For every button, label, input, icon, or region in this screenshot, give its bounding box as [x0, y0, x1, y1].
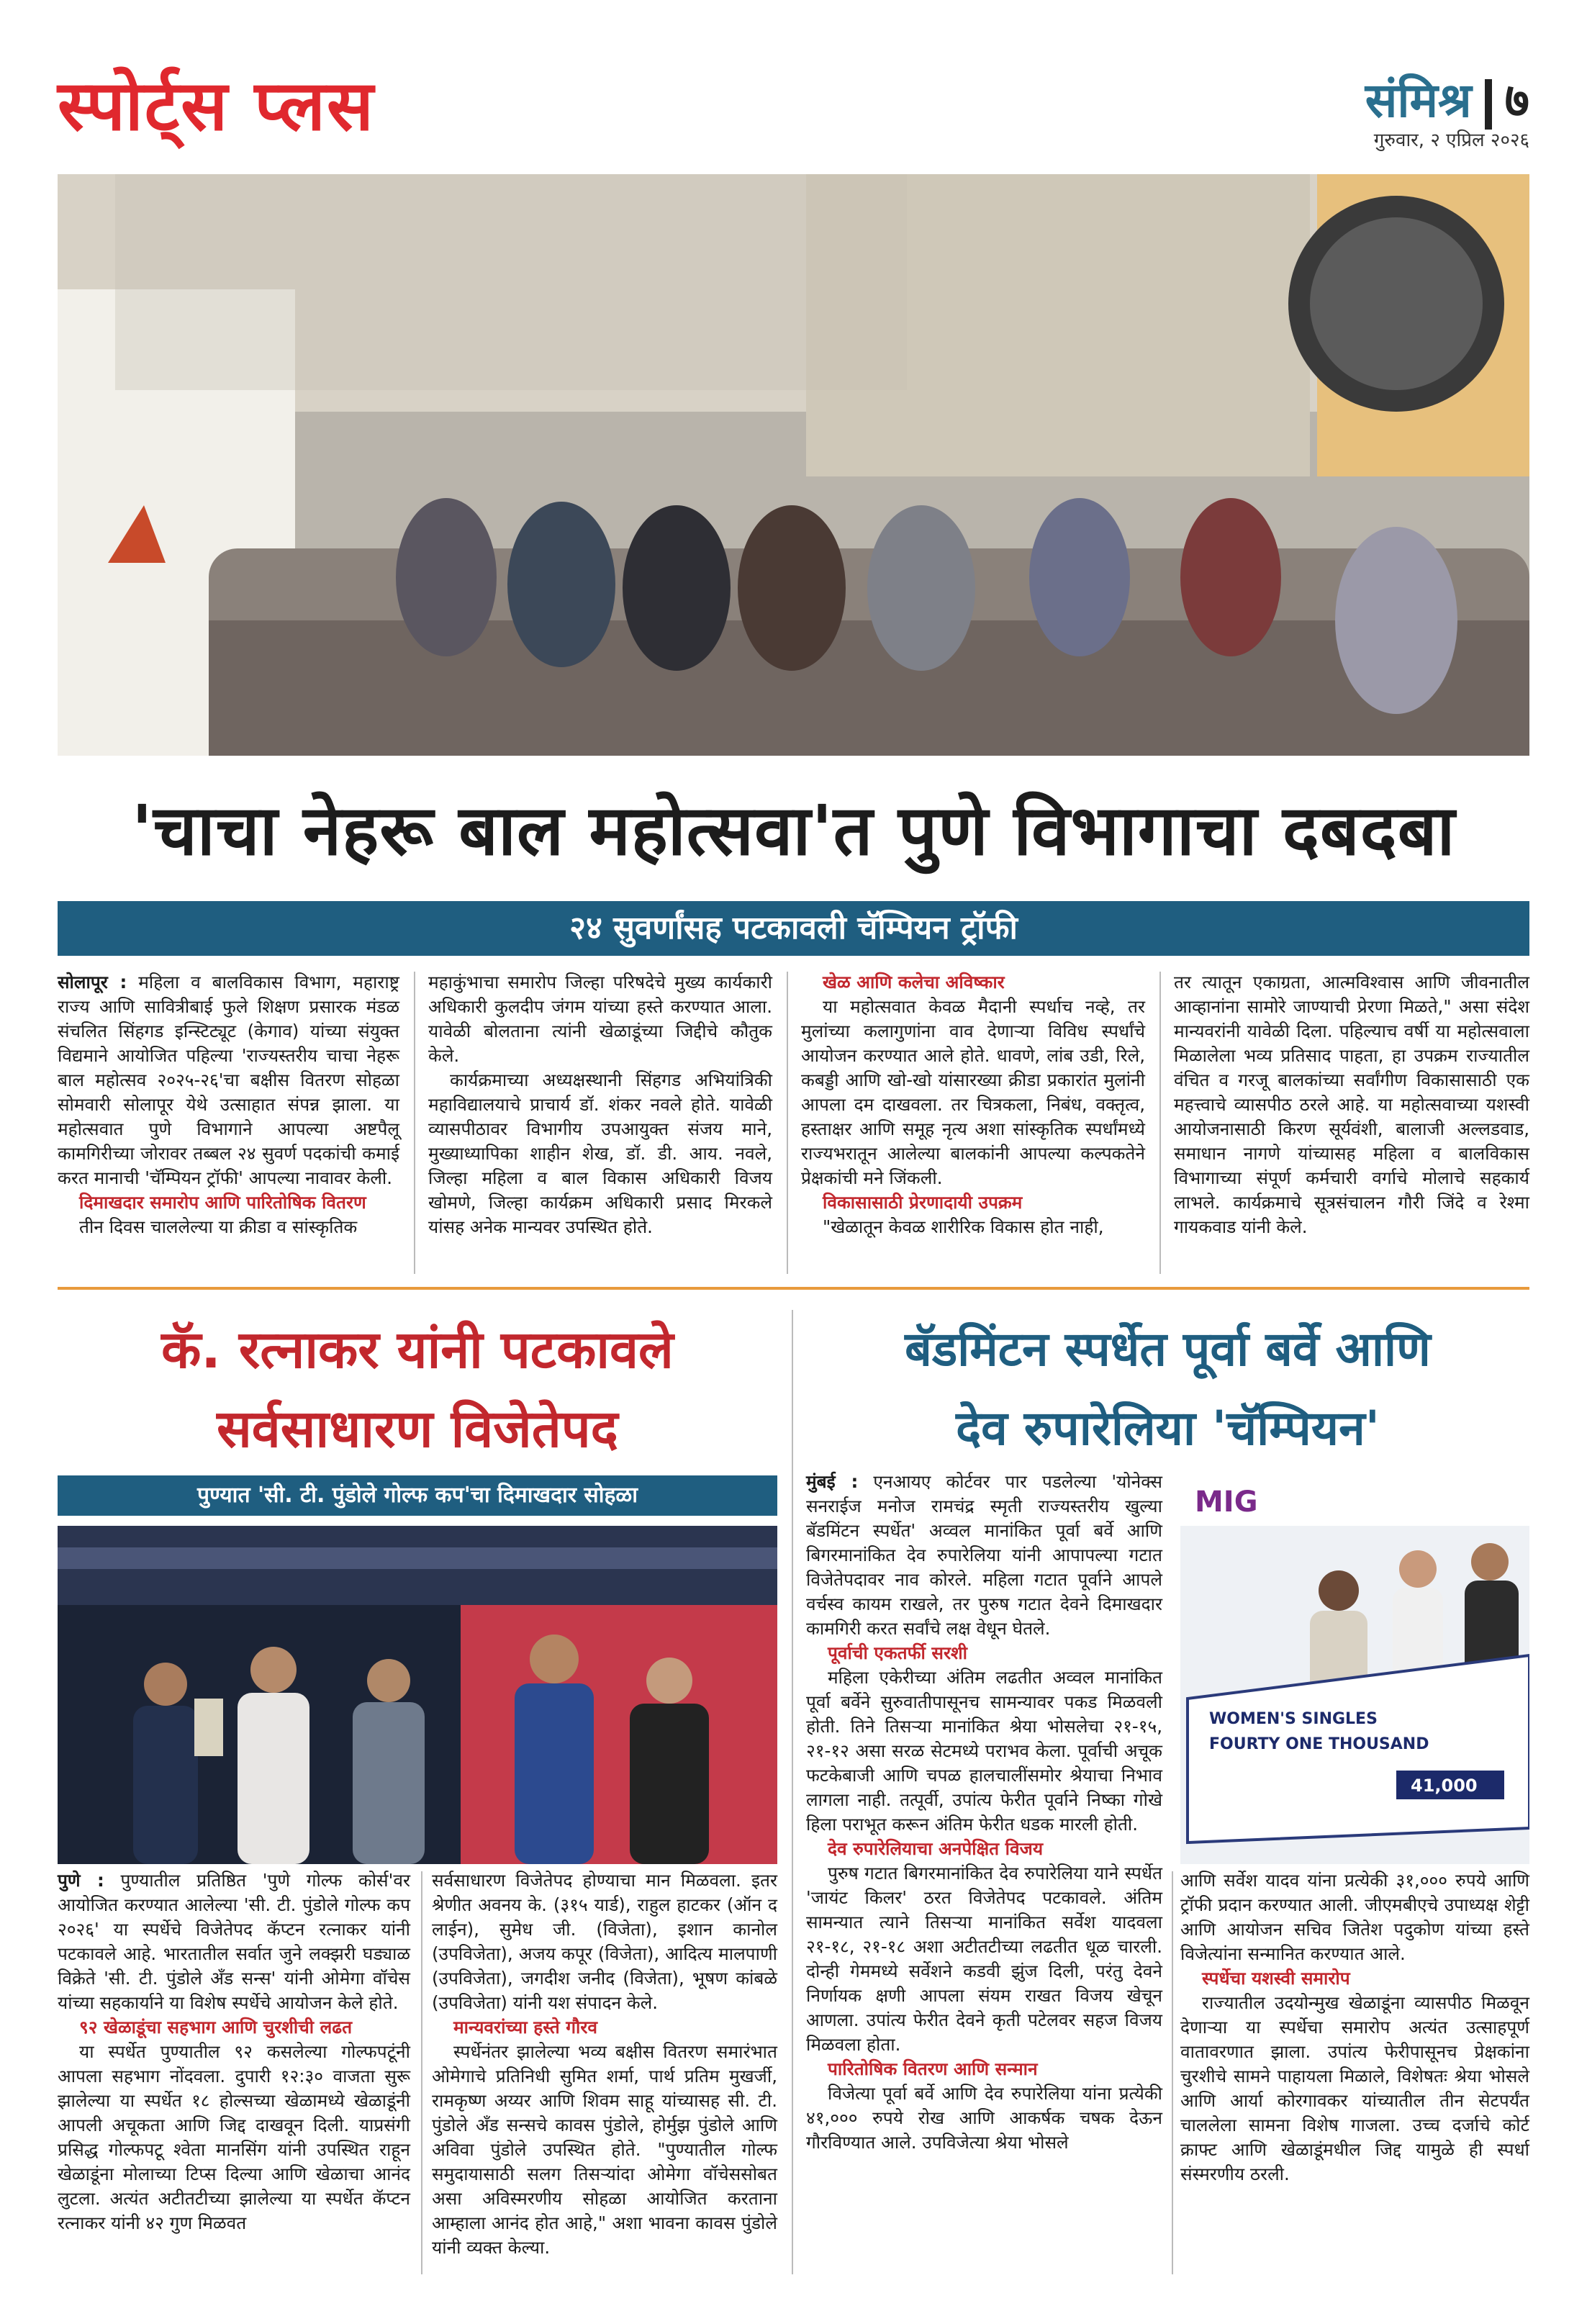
subheading: ९२ खेळाडूंचा सहभाग आणि चुरशीची लढत — [79, 2017, 353, 2038]
story3-headline-line1: बॅडमिंटन स्पर्धेत पूर्वा बर्वे आणि — [905, 1321, 1431, 1377]
subheading: मान्यवरांच्या हस्ते गौरव — [453, 2017, 598, 2038]
paragraph: महाकुंभाचा समारोप जिल्हा परिषदेचे मुख्य कार्यकारी अधिकारी कुलदीप जंगम यांच्या हस्ते करण्यात आला. यावेळी बोलताना त्यांनी खेळाडूंच्या जिद्दीचे कौतुक केले. — [428, 972, 772, 1066]
badminton-award-photo — [1180, 1468, 1529, 1864]
story3-col1 — [806, 1470, 1162, 2155]
story1-headline: 'चाचा नेहरू बाल महोत्सवा'त पुणे विभागाचा दबदबा — [131, 790, 1456, 871]
column-divider — [1172, 1871, 1173, 2274]
dateline-location: सोलापूर : — [58, 972, 127, 993]
subheading: देव रुपारेलियाचा अनपेक्षित विजय — [828, 1838, 1044, 1859]
cheque-amount: 41,000 — [1411, 1776, 1478, 1796]
subheading: पारितोषिक वितरण आणि सन्मान — [828, 2058, 1038, 2079]
story2-headline-line2: सर्वसाधारण विजेतेपद — [217, 1398, 618, 1459]
story2-col1 — [58, 1868, 410, 2235]
subheading: स्पर्धेचा यशस्वी समारोप — [1202, 1968, 1350, 1989]
dateline-location: पुणे : — [58, 1870, 104, 1891]
golf-award-photo — [58, 1526, 777, 1864]
event-stage-photo — [58, 174, 1529, 756]
story3-headline-line2: देव रुपारेलिया 'चॅम्पियन' — [956, 1401, 1380, 1456]
column-divider — [792, 1310, 793, 2274]
subheading: दिमाखदार समारोप आणि पारितोषिक वितरण — [79, 1192, 366, 1213]
cheque-line2: FOURTY ONE THOUSAND — [1209, 1735, 1429, 1753]
section-name: संमिश्र — [1365, 72, 1472, 128]
story1-col1 — [58, 970, 399, 1239]
paragraph: या महोत्सवात केवळ मैदानी स्पर्धाच नव्हे, तर मुलांच्या कलागुणांना वाव देणाऱ्या विविध स्पर्धांचे आयोजन करण्यात आले होते. धावणे, लांब उडी, रिले, कबड्डी आणि खो-खो यांसारख्या क्रीडा प्रकारांत मुलांनी आपला दम दाखवला. तर चित्रकला, निबंध, वक्तृत्व, हस्ताक्षर आणि समूह नृत्य अशा सांस्कृतिक स्पर्धांमध्ये राज्यभरातून आलेल्या बालकांनी आपल्या कल्पकतेने प्रेक्षकांची मने जिंकली. — [801, 996, 1145, 1188]
svg-text:MIG: MIG — [1195, 1486, 1258, 1519]
story3-headline — [806, 1310, 1529, 1468]
story1-col2 — [428, 970, 772, 1239]
paragraph: एनआयए कोर्टवर पार पडलेल्या 'योनेक्स सनराईज मनोज रामचंद्र स्मृती राज्यस्तरीय खुल्या बॅडमिंटन स्पर्धेत' अव्वल मानांकित पूर्वा बर्वे आणि बिगरमानांकित देव रुपारेलिया यांनी आपापल्या गटात विजेतेपदावर नाव कोरले. महिला गटात पूर्वाने आपले वर्चस्व कायम राखले, तर पुरुष गटात देवने दिमाखदार कामगिरी करत सर्वांचे लक्ष वेधून घेतले. — [806, 1471, 1162, 1639]
story1-col4 — [1174, 970, 1529, 1239]
column-divider — [414, 972, 415, 1274]
paragraph: राज्यातील उदयोन्मुख खेळाडूंना व्यासपीठ मिळवून देणाऱ्या या स्पर्धेचा समारोप अत्यंत उत्साहपूर्ण वातावरणात झाला. उपांत्य फेरीपासूनच प्रेक्षकांना चुरशीचे सामने पाहायला मिळाले, विशेषतः श्रेया भोसले आणि आर्या कोरगावकर यांच्यातील तीन सेटपर्यंत चाललेला सामना विशेष गाजला. उच्च दर्जाचे कोर्ट क्राफ्ट आणि खेळाडूंमधील जिद्द यामुळे ही स्पर्धा संस्मरणीय ठरली. — [1180, 1992, 1529, 2184]
story1-col3 — [801, 970, 1145, 1239]
paragraph: या स्पर्धेत पुण्यातील ९२ कसलेल्या गोल्फपटूंनी आपला सहभाग नोंदवला. दुपारी १२:३० वाजता सुरू झालेल्या या स्पर्धेत १८ होल्सच्या खेळामध्ये खेळाडूंनी आपली अचूकता आणि जिद्द दाखवून दिली. याप्रसंगी प्रसिद्ध गोल्फपटू श्वेता मानसिंग यांनी उपस्थित राहून खेळाडूंना मोलाच्या टिप्स दिल्या आणि खेळाचा आनंद लुटला. अत्यंत अटीतटीच्या झालेल्या या स्पर्धेत कॅप्टन रत्नाकर यांनी ४२ गुण मिळवत — [58, 2041, 410, 2233]
story1-subhead: २४ सुवर्णांसह पटकावली चॅम्पियन ट्रॉफी — [58, 901, 1529, 956]
paragraph: महिला व बालविकास विभाग, महाराष्ट्र राज्य आणि सावित्रीबाई फुले शिक्षण प्रसारक मंडळ संचलित सिंहगड इन्स्टिट्यूट (केगाव) यांच्या संयुक्त विद्यमाने आयोजित पहिल्या 'राज्यस्तरीय चाचा नेहरू बाल महोत्सव २०२५-२६'चा बक्षीस वितरण सोहळा सोमवारी सोलापूर येथे उत्साहात संपन्न झाला. या महोत्सवात पुणे विभागाने आपल्या अष्टपैलू कामगिरीच्या जोरावर तब्बल २४ सुवर्ण पदकांची कमाई करत मानाची 'चॅम्पियन ट्रॉफी' आपल्या नावावर केली. — [58, 972, 399, 1188]
story2-headline — [58, 1310, 777, 1468]
subheading: खेळ आणि कलेचा अविष्कार — [823, 972, 1005, 993]
story2-headline-line1: कॅ. रत्नाकर यांनी पटकावले — [161, 1319, 674, 1380]
paragraph: पुण्यातील प्रतिष्ठित 'पुणे गोल्फ कोर्स'वर आयोजित करण्यात आलेल्या 'सी. टी. पुंडोले गोल्फ कप २०२६' या स्पर्धेचे विजेतेपद कॅप्टन रत्नाकर यांनी पटकावले आहे. भारतातील सर्वात जुने लक्झरी घड्याळ विक्रेते 'सी. टी. पुंडोले अँड सन्स' यांनी ओमेगा वॉचेस यांच्या सहकार्याने या विशेष स्पर्धेचे आयोजन केले होते. — [58, 1870, 410, 2013]
paragraph: "खेळातून केवळ शारीरिक विकास होत नाही, — [823, 1216, 1104, 1237]
dateline-location: मुंबई : — [806, 1471, 859, 1492]
paragraph: सर्वसाधारण विजेतेपद होण्याचा मान मिळवला. इतर श्रेणीत अवनय के. (३१५ यार्ड), राहुल हाटकर (ऑन द लाईन), सुमेध जी. (विजेता), इशान कानोल (उपविजेता), अजय कपूर (विजेता), आदित्य मालपाणी (उपविजेता), जगदीश जनीद (विजेता), भूषण कांबळे (उपविजेता) यांनी यश संपादन केले. — [432, 1870, 777, 2013]
cheque-line1: WOMEN'S SINGLES — [1209, 1710, 1378, 1728]
paragraph: विजेत्या पूर्वा बर्वे आणि देव रुपारेलिया यांना प्रत्येकी ४१,००० रुपये रोख आणि आकर्षक चषक देऊन गौरविण्यात आले. उपविजेत्या श्रेया भोसले — [806, 2083, 1162, 2153]
section-divider — [1485, 79, 1492, 130]
subheading: विकासासाठी प्रेरणादायी उपक्रम — [823, 1192, 1023, 1213]
paragraph: आणि सर्वेश यादव यांना प्रत्येकी ३१,००० रुपये आणि ट्रॉफी प्रदान करण्यात आली. जीएमबीएचे उपाध्यक्ष शेट्टी आणि आयोजन सचिव जितेश पदुकोण यांच्या हस्ते विजेत्यांना सन्मानित करण्यात आले. — [1180, 1870, 1529, 1964]
story2-subhead: पुण्यात 'सी. टी. पुंडोले गोल्फ कप'चा दिमाखदार सोहळा — [58, 1475, 777, 1516]
dateline: गुरुवार, २ एप्रिल २०२६ — [1373, 130, 1529, 151]
column-divider — [1159, 972, 1161, 1274]
paragraph: कार्यक्रमाच्या अध्यक्षस्थानी सिंहगड अभियांत्रिकी महाविद्यालयाचे प्राचार्य डॉ. शंकर नवले होते. यावेळी व्यासपीठावर विभागीय उपआयुक्त संजय माने, मुख्याध्यापिका शाहीन शेख, डॉ. डी. आय. नवले, जिल्हा महिला व बाल विकास अधिकारी विजय खोमणे, जिल्हा कार्यक्रम अधिकारी प्रसाद मिरकले यांसह अनेक मान्यवर उपस्थित होते. — [428, 1070, 772, 1237]
story2-col2 — [432, 1868, 777, 2260]
story-separator — [58, 1287, 1529, 1290]
page-number: ७ — [1504, 72, 1529, 128]
paragraph: महिला एकेरीच्या अंतिम लढतीत अव्वल मानांकित पूर्वा बर्वेने सुरुवातीपासूनच सामन्यावर पकड मिळवली होती. तिने तिसऱ्या मानांकित श्रेया भोसलेचा २१-१५, २१-१२ असा सरळ सेटमध्ये पराभव केला. पूर्वाची अचूक फटकेबाजी आणि चपळ हालचालींसमोर श्रेयाचा निभाव लागला नाही. तत्पूर्वी, उपांत्य फेरीत पूर्वाने निष्का गोखे हिला पराभूत करून अंतिम फेरीत धडक मारली होती. — [806, 1667, 1162, 1835]
subheading: पूर्वाची एकतर्फी सरशी — [828, 1642, 967, 1663]
paragraph: तीन दिवस चाललेल्या या क्रीडा व सांस्कृतिक — [79, 1216, 358, 1237]
paragraph: स्पर्धेनंतर झालेल्या भव्य बक्षीस वितरण समारंभात ओमेगाचे प्रतिनिधी सुमित शर्मा, पार्थ प्रतिम मुखर्जी, रामकृष्ण अय्यर आणि शिवम साहू यांच्यासह सी. टी. पुंडोले अँड सन्सचे कावस पुंडोले, होर्मुझ पुंडोले आणि अविवा पुंडोले उपस्थित होते. "पुण्यातील गोल्फ समुदायासाठी सलग तिसऱ्यांदा ओमेगा वॉचेससोबत असा अविस्मरणीय सोहळा आयोजित करताना आम्हाला आनंद होत आहे," अशा भावना कावस पुंडोले यांनी व्यक्त केल्या. — [432, 2041, 777, 2258]
section-header — [1365, 66, 1529, 131]
story3-col2 — [1180, 1868, 1529, 2187]
masthead: स्पोर्ट्स प्लस — [58, 65, 375, 146]
paragraph: तर त्यातून एकाग्रता, आत्मविश्वास आणि जीवनातील आव्हानांना सामोरे जाण्याची प्रेरणा मिळते," असा संदेश मान्यवरांनी यावेळी दिला. पहिल्याच वर्षी या महोत्सवाला मिळालेला भव्य प्रतिसाद पाहता, हा उपक्रम राज्यातील वंचित व गरजू बालकांच्या सर्वांगीण विकासासाठी एक महत्त्वाचे व्यासपीठ ठरले आहे. या महोत्सवाच्या यशस्वी आयोजनासाठी किरण सूर्यवंशी, बालाजी अल्लडवाड, समाधान नागणे यांच्यासह महिला व बालविकास विभागाच्या संपूर्ण कर्मचारी वर्गाचे मोलाचे सहकार्य लाभले. कार्यक्रमाचे सूत्रसंचालन गौरी जिंदे व रेश्मा गायकवाड यांनी केले. — [1174, 972, 1529, 1237]
column-divider — [787, 972, 788, 1274]
column-divider — [421, 1871, 422, 2274]
paragraph: पुरुष गटात बिगरमानांकित देव रुपारेलिया याने स्पर्धेत 'जायंट किलर' ठरत विजेतेपद पटकावले. अंतिम सामन्यात त्याने तिसऱ्या मानांकित सर्वेश यादवला २१-१८, २१-१८ अशा अटीतटीच्या लढतीत धूळ चारली. दोन्ही गेममध्ये सर्वेशने कडवी झुंज दिली, परंतु देवने निर्णायक क्षणी आपला संयम राखत विजय खेचून आणला. उपांत्य फेरीत देवने कृती पटेलवर सहज विजय मिळवला होता. — [806, 1863, 1162, 2055]
